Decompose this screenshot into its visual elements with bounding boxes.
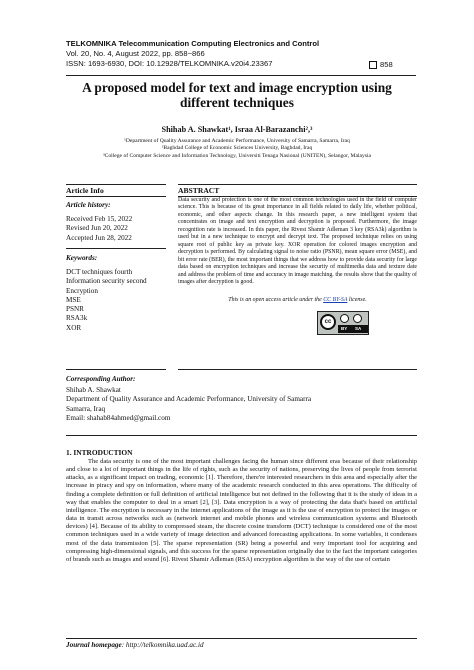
footer-rule (66, 638, 417, 639)
footer-label: Journal homepage (66, 641, 122, 649)
badge-by-label: BY (341, 326, 348, 331)
article-info-heading: Article Info (66, 186, 104, 195)
open-access-line (178, 297, 417, 305)
cc-icon: cc (320, 314, 336, 330)
license-link[interactable]: CC BY-SA (323, 297, 348, 303)
keyword-item: Encryption (66, 286, 98, 295)
abstract-bottom-rule (178, 369, 417, 370)
page-icon (369, 61, 377, 69)
keywords-label: Keywords: (66, 254, 98, 262)
license-prefix: This is an open access article under the (228, 297, 324, 303)
corresponding-rule (66, 435, 417, 436)
keywords-list (66, 268, 147, 333)
header-rule (66, 75, 416, 76)
introduction-heading: 1. INTRODUCTION (66, 448, 133, 457)
journal-header (66, 39, 416, 69)
history-revised: Revised Jun 20, 2022 (66, 224, 128, 233)
abstract-top-rule (178, 184, 417, 185)
volume-line: Vol. 20, No. 4, August 2022, pp. 858~866 (66, 49, 205, 58)
history-label: Article history: (66, 201, 111, 209)
history-received: Received Feb 15, 2022 (66, 215, 133, 223)
info-bottom-rule (66, 369, 166, 370)
article-title: A proposed model for text and image encryption using different techniques (82, 80, 392, 110)
history-list (66, 215, 132, 243)
corresponding-block (66, 386, 416, 423)
info-head-rule (66, 196, 166, 197)
keyword-item: Information security second (66, 277, 147, 286)
introduction-text: The data security is one of the most important challenges facing the human since different eras because of their relationship and close to a lot of important things in the life of rights, such as the security of nations, preserving the lives of people from terrorist attacks, as a significant impact on trading, economic [1]. Therefore, there're interested researchers in this area and especially after the increase in piracy and spy on information, where many of the academic research conducted in this area operations. The difficulty of finding a complete definition or full definition of artificial intelligence but not defined in the following that it is the study of ideas in a way that enables the computer to deal in a smart [2], [3]. Data encryption is a way of protecting the data that's based on artificial intelligence. The encryption is necessary in the internet applications of the image as it is the use of encryption to protect the images or data in transit across networks such as (network internet and mobile phones and wireless communication systems and Bluetooth devices) [4]. Because of its ability to compressed steam, the discrete cosine transform (DCT) technique is considered one of the most common techniques used in a wide variety of image detection and advanced forecasting applications. In some variables, it condenses most of the data transmission [5]. The sparse representation (SR) being a powerful and very important tool for acquiring and compressing high-dimensional signals, and this success for the sparse representation originally due to the fact the important categories of brands such as images and sound [6]. Rivest Shamir Adleman (RSA) encryption algorithm is the way of the use of certain (66, 458, 417, 563)
journal-footer (66, 641, 204, 650)
keyword-item: MSE (66, 295, 81, 304)
affiliations (56, 138, 418, 160)
person-icon (340, 314, 349, 323)
cc-by-sa-badge-icon[interactable] (317, 311, 369, 335)
article-authors: Shihab A. Shawkat¹, Israa Al-Barazanchi²,³ (161, 125, 313, 134)
license-suffix: license. (347, 297, 367, 303)
badge-strip (338, 325, 368, 333)
abstract-text: Data security and protection is one of the most common technologies used in the field of computer science. This is because of its great importance in all fields related to daily life, whether political, economic, and other aspects change. In this research paper, a new intelligent system that concentrates on image and text encryption and decryption is proposed. Furthermore, the image recognition rate is increased. In this paper, the Rivest Shamir Adleman 3 key (RSA3k) algorithm is used but in a new technique to encrypt and decrypt text. The proposed technique relies on using square root of public key as private key. XOR operation for colored images encryption and decryption is performed. By calculating signal to noise ratio (PSNR), mean square error (MSE), and bit error rate (BER), the most important things that we address how to provide data security for large data based on encryption techniques and increase the security of multimedia data and texture date and address the problem of time and accuracy in image matching. the results show that the quality of images after decryption is good. (178, 197, 417, 285)
history-accepted: Accepted Jun 28, 2022 (66, 233, 132, 242)
journal-name: TELKOMNIKA Telecommunication Computing Electronics and Control (66, 39, 320, 48)
keywords-rule (66, 248, 166, 249)
share-alike-icon (353, 314, 362, 323)
corresponding-department: Department of Quality Assurance and Academic Performance, University of Samarra (66, 395, 312, 404)
abstract-heading: ABSTRACT (178, 186, 220, 195)
keyword-item: RSA3k (66, 314, 88, 323)
page-number: 858 (380, 60, 393, 69)
corresponding-city: Samarra, Iraq (66, 404, 106, 413)
footer-url[interactable]: : http://telkomnika.uad.ac.id (121, 641, 204, 649)
corresponding-name: Shihab A. Shawkat (66, 386, 121, 394)
keyword-item: DCT techniques fourth (66, 268, 133, 276)
affiliation-1: ¹Department of Quality Assurance and Academic Performance, University of Samarra, Samarra, Iraq (124, 138, 350, 144)
affiliation-3: ³College of Computer Science and Information Technology, Universiti Tenaga Nasional (UNITEN), Selangor, Malaysia (102, 152, 372, 159)
badge-sa-label: SA (355, 326, 362, 331)
info-top-rule (66, 184, 166, 185)
affiliation-2: ²Baghdad College of Economic Sciences University, Baghdad, Iraq (161, 145, 313, 152)
corresponding-label: Corresponding Author: (66, 375, 136, 383)
keyword-item: XOR (66, 323, 82, 332)
corresponding-email: Email: shahab84ahmed@gmail.com (66, 413, 171, 422)
issn-line: ISSN: 1693-6930, DOI: 10.12928/TELKOMNIKA.v20i4.23367 (66, 59, 273, 68)
keyword-item: PSNR (66, 305, 84, 314)
